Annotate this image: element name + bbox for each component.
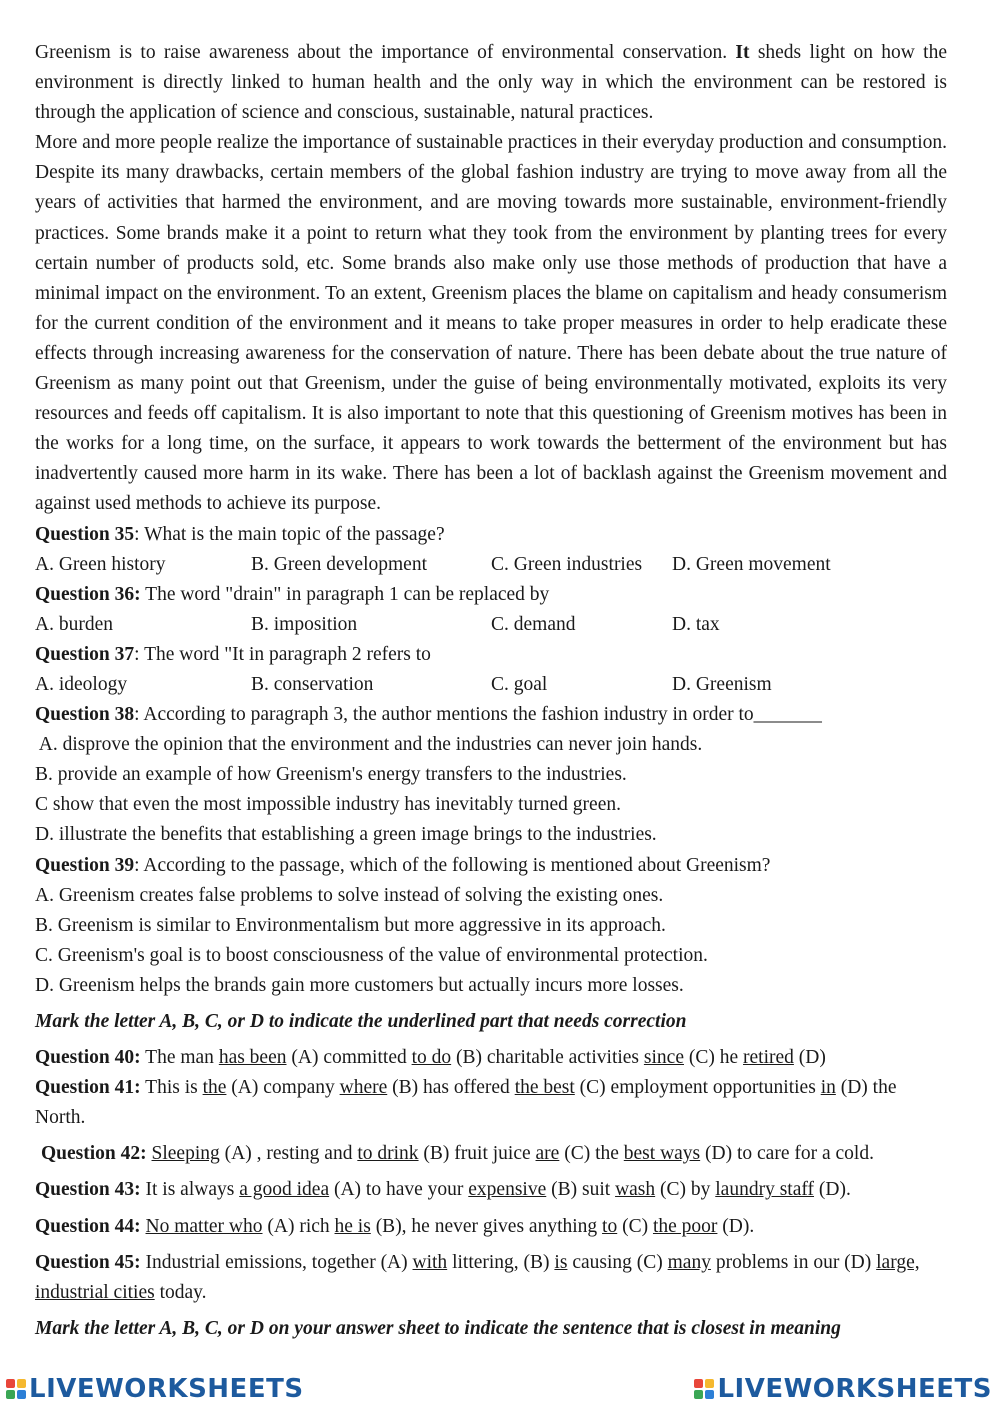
option-d: D. illustrate the benefits that establishing a green image brings to the industries. (35, 824, 657, 846)
option-c: C. Greenism's goal is to boost consciousness of the value of environmental protection. (35, 944, 708, 966)
question-38: Question 38: According to paragraph 3, the author mentions the fashion industry in order to_______ (35, 704, 822, 726)
option-c: C. Green industries (491, 553, 643, 575)
option-d: D. tax (672, 613, 720, 635)
highlighted-it: It (735, 42, 750, 63)
option-b: B. Green development (251, 553, 427, 575)
option-b: B. conservation (251, 673, 374, 695)
underlined-a: has been (218, 1047, 287, 1069)
underlined-b: where (339, 1077, 388, 1099)
question-39: Question 39: According to the passage, which of the following is mentioned about Greenism? (35, 854, 771, 876)
question-35-options (35, 550, 947, 580)
question-37: Question 37: The word "It in paragraph 2 refers to (35, 643, 431, 665)
section-heading-meaning: Mark the letter A, B, C, or D on your answer sheet to indicate the sentence that is closest in meaning (35, 1317, 841, 1339)
question-36-options (35, 610, 947, 640)
question-42: Question 42: Sleeping (A) , resting and to drink (B) fruit juice are (C) the best ways (D) to care for a cold. (41, 1143, 874, 1165)
option-b: B. imposition (251, 613, 358, 635)
question-40: Question 40: The man has been (A) committed to do (B) charitable activities since (C) he retired (D) (35, 1047, 826, 1069)
option-d: D. Greenism (672, 673, 772, 695)
passage-paragraph-2: More and more people realize the importance of sustainable practices in their everyday production and consumption. Despite its many drawbacks, certain members of the global fashion industry are trying to move away from all the years of activities that harmed the environment, and are moving towards more sustainable, environment-friendly practices. Some brands make it a point to return what they took from the environment by planting trees for every certain number of products sold, etc. Some brands also make only use those methods of production that have a minimal impact on the environment. To an extent, Greenism places the blame on capitalism and heady consumerism for the current condition of the environment and it means to take proper measures in order to help eradicate these effects through increasing awareness for the conservation of nature. There has been debate about the true nature of Greenism as many point out that Greenism, under the guise of being environmentally motivated, exploits its very resources and feeds off capitalism. It is also important to note that this questioning of Greenism motives has been in the works for a long time, on the surface, it appears to work towards the betterment of the environment but has inadvertently caused more harm in its wake. There has been a lot of backlash against the Greenism movement and against used methods to achieve its purpose. (35, 132, 947, 515)
underlined-d: in (820, 1077, 836, 1099)
option-a: A. Greenism creates false problems to solve instead of solving the existing ones. (35, 884, 664, 906)
underlined-a: with (412, 1251, 448, 1273)
footer-brand-right (694, 1372, 992, 1406)
option-c: C show that even the most impossible industry has inevitably turned green. (35, 794, 621, 816)
option-a: A. Green history (35, 553, 166, 575)
underlined-b: is (554, 1251, 568, 1273)
liveworksheets-logo-icon (694, 1379, 714, 1399)
underlined-c: the best (514, 1077, 575, 1099)
question-44: Question 44: No matter who (A) rich he is (B), he never gives anything to (C) the poor (D). (35, 1215, 755, 1237)
underlined-d: best ways (623, 1143, 701, 1165)
brand-text: LIVEWORKSHEETS (29, 1374, 304, 1404)
underlined-b: to do (411, 1047, 452, 1069)
underlined-d: retired (743, 1047, 794, 1069)
underlined-c: many (667, 1251, 711, 1273)
underlined-a: a good idea (239, 1179, 330, 1201)
underlined-c: since (643, 1047, 684, 1069)
footer-brand-left (6, 1372, 304, 1406)
underlined-b: expensive (468, 1179, 547, 1201)
option-b: B. Greenism is similar to Environmentalism but more aggressive in its approach. (35, 914, 666, 936)
option-d: D. Greenism helps the brands gain more customers but actually incurs more losses. (35, 974, 684, 996)
question-41: Question 41: This is the (A) company where (B) has offered the best (C) employment opportunities in (D) the North. (35, 1077, 897, 1129)
option-d: D. Green movement (672, 553, 831, 575)
liveworksheets-logo-icon (6, 1379, 26, 1399)
underlined-b: he is (334, 1215, 371, 1237)
option-a: A. ideology (35, 673, 128, 695)
worksheet-page (35, 38, 947, 1344)
option-a: A. disprove the opinion that the environment and the industries can never join hands. (35, 734, 703, 756)
option-b: B. provide an example of how Greenism's energy transfers to the industries. (35, 764, 627, 786)
question-37-options (35, 670, 947, 700)
option-a: A. burden (35, 613, 113, 635)
question-35: Question 35: What is the main topic of the passage? (35, 523, 445, 545)
question-45: Question 45: Industrial emissions, together (A) with littering, (B) is causing (C) many problems in our (D) large, industrial cities today. (35, 1251, 920, 1303)
underlined-a: the (202, 1077, 227, 1099)
underlined-c: to (602, 1215, 618, 1237)
question-43: Question 43: It is always a good idea (A) to have your expensive (B) suit wash (C) by laundry staff (D). (35, 1179, 851, 1201)
underlined-d: large, industrial cities (35, 1251, 920, 1303)
option-c: C. demand (491, 613, 576, 635)
underlined-a: Sleeping (151, 1143, 220, 1165)
underlined-b: to drink (357, 1143, 419, 1165)
brand-text: LIVEWORKSHEETS (717, 1374, 992, 1404)
underlined-c: wash (615, 1179, 656, 1201)
underlined-a: No matter who (145, 1215, 263, 1237)
option-c: C. goal (491, 673, 548, 695)
underlined-d: laundry staff (715, 1179, 815, 1201)
passage-paragraph-1: Greenism is to raise awareness about the importance of environmental conservation. It sheds light on how the environment is directly linked to human health and the only way in which the environment can be restored is through the application of science and conscious, sustainable, natural practices. (35, 42, 947, 124)
question-36: Question 36: The word "drain" in paragraph 1 can be replaced by (35, 583, 550, 605)
underlined-d: the poor (652, 1215, 718, 1237)
underlined-c: are (535, 1143, 560, 1165)
section-heading-error: Mark the letter A, B, C, or D to indicate the underlined part that needs correction (35, 1011, 687, 1032)
